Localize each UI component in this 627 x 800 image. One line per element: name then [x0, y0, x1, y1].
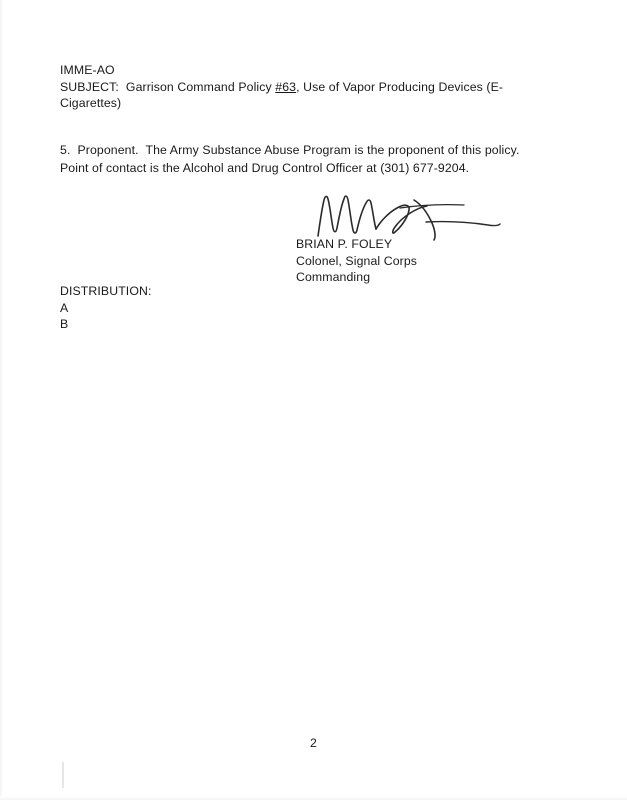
- scan-edge-bottom: [0, 796, 627, 800]
- subject-policy-number: #63: [275, 79, 297, 94]
- subject-suffix: , Use of Vapor Producing Devices (E-: [296, 79, 504, 94]
- scan-artifact-mark: [62, 762, 64, 788]
- document-header: [60, 62, 565, 112]
- paragraph-5-proponent: [60, 142, 565, 177]
- scan-edge-left: [0, 0, 3, 800]
- subject-continuation: Cigarettes): [60, 96, 122, 110]
- distribution-heading: DISTRIBUTION:: [60, 284, 152, 298]
- signer-name: BRIAN P. FOLEY: [296, 237, 393, 251]
- subject-line: [60, 79, 565, 96]
- subject-prefix: Garrison Command Policy: [118, 79, 276, 94]
- signature-block: [296, 236, 556, 286]
- distribution-block: [60, 283, 320, 333]
- signer-duty: Commanding: [296, 270, 371, 284]
- distribution-item: B: [60, 317, 69, 331]
- distribution-item: A: [60, 300, 69, 315]
- paragraph-line-2: Point of contact is the Alcohol and Drug Control Officer at (301) 677-9204.: [60, 160, 470, 175]
- signature-icon: [296, 192, 556, 242]
- office-symbol: IMME-AO: [60, 63, 115, 77]
- paragraph-line-1: 5. Proponent. The Army Substance Abuse Program is the proponent of this policy.: [60, 143, 520, 157]
- page-number: 2: [310, 736, 317, 750]
- signer-rank-branch: Colonel, Signal Corps: [296, 253, 418, 268]
- subject-label: SUBJECT:: [60, 79, 119, 94]
